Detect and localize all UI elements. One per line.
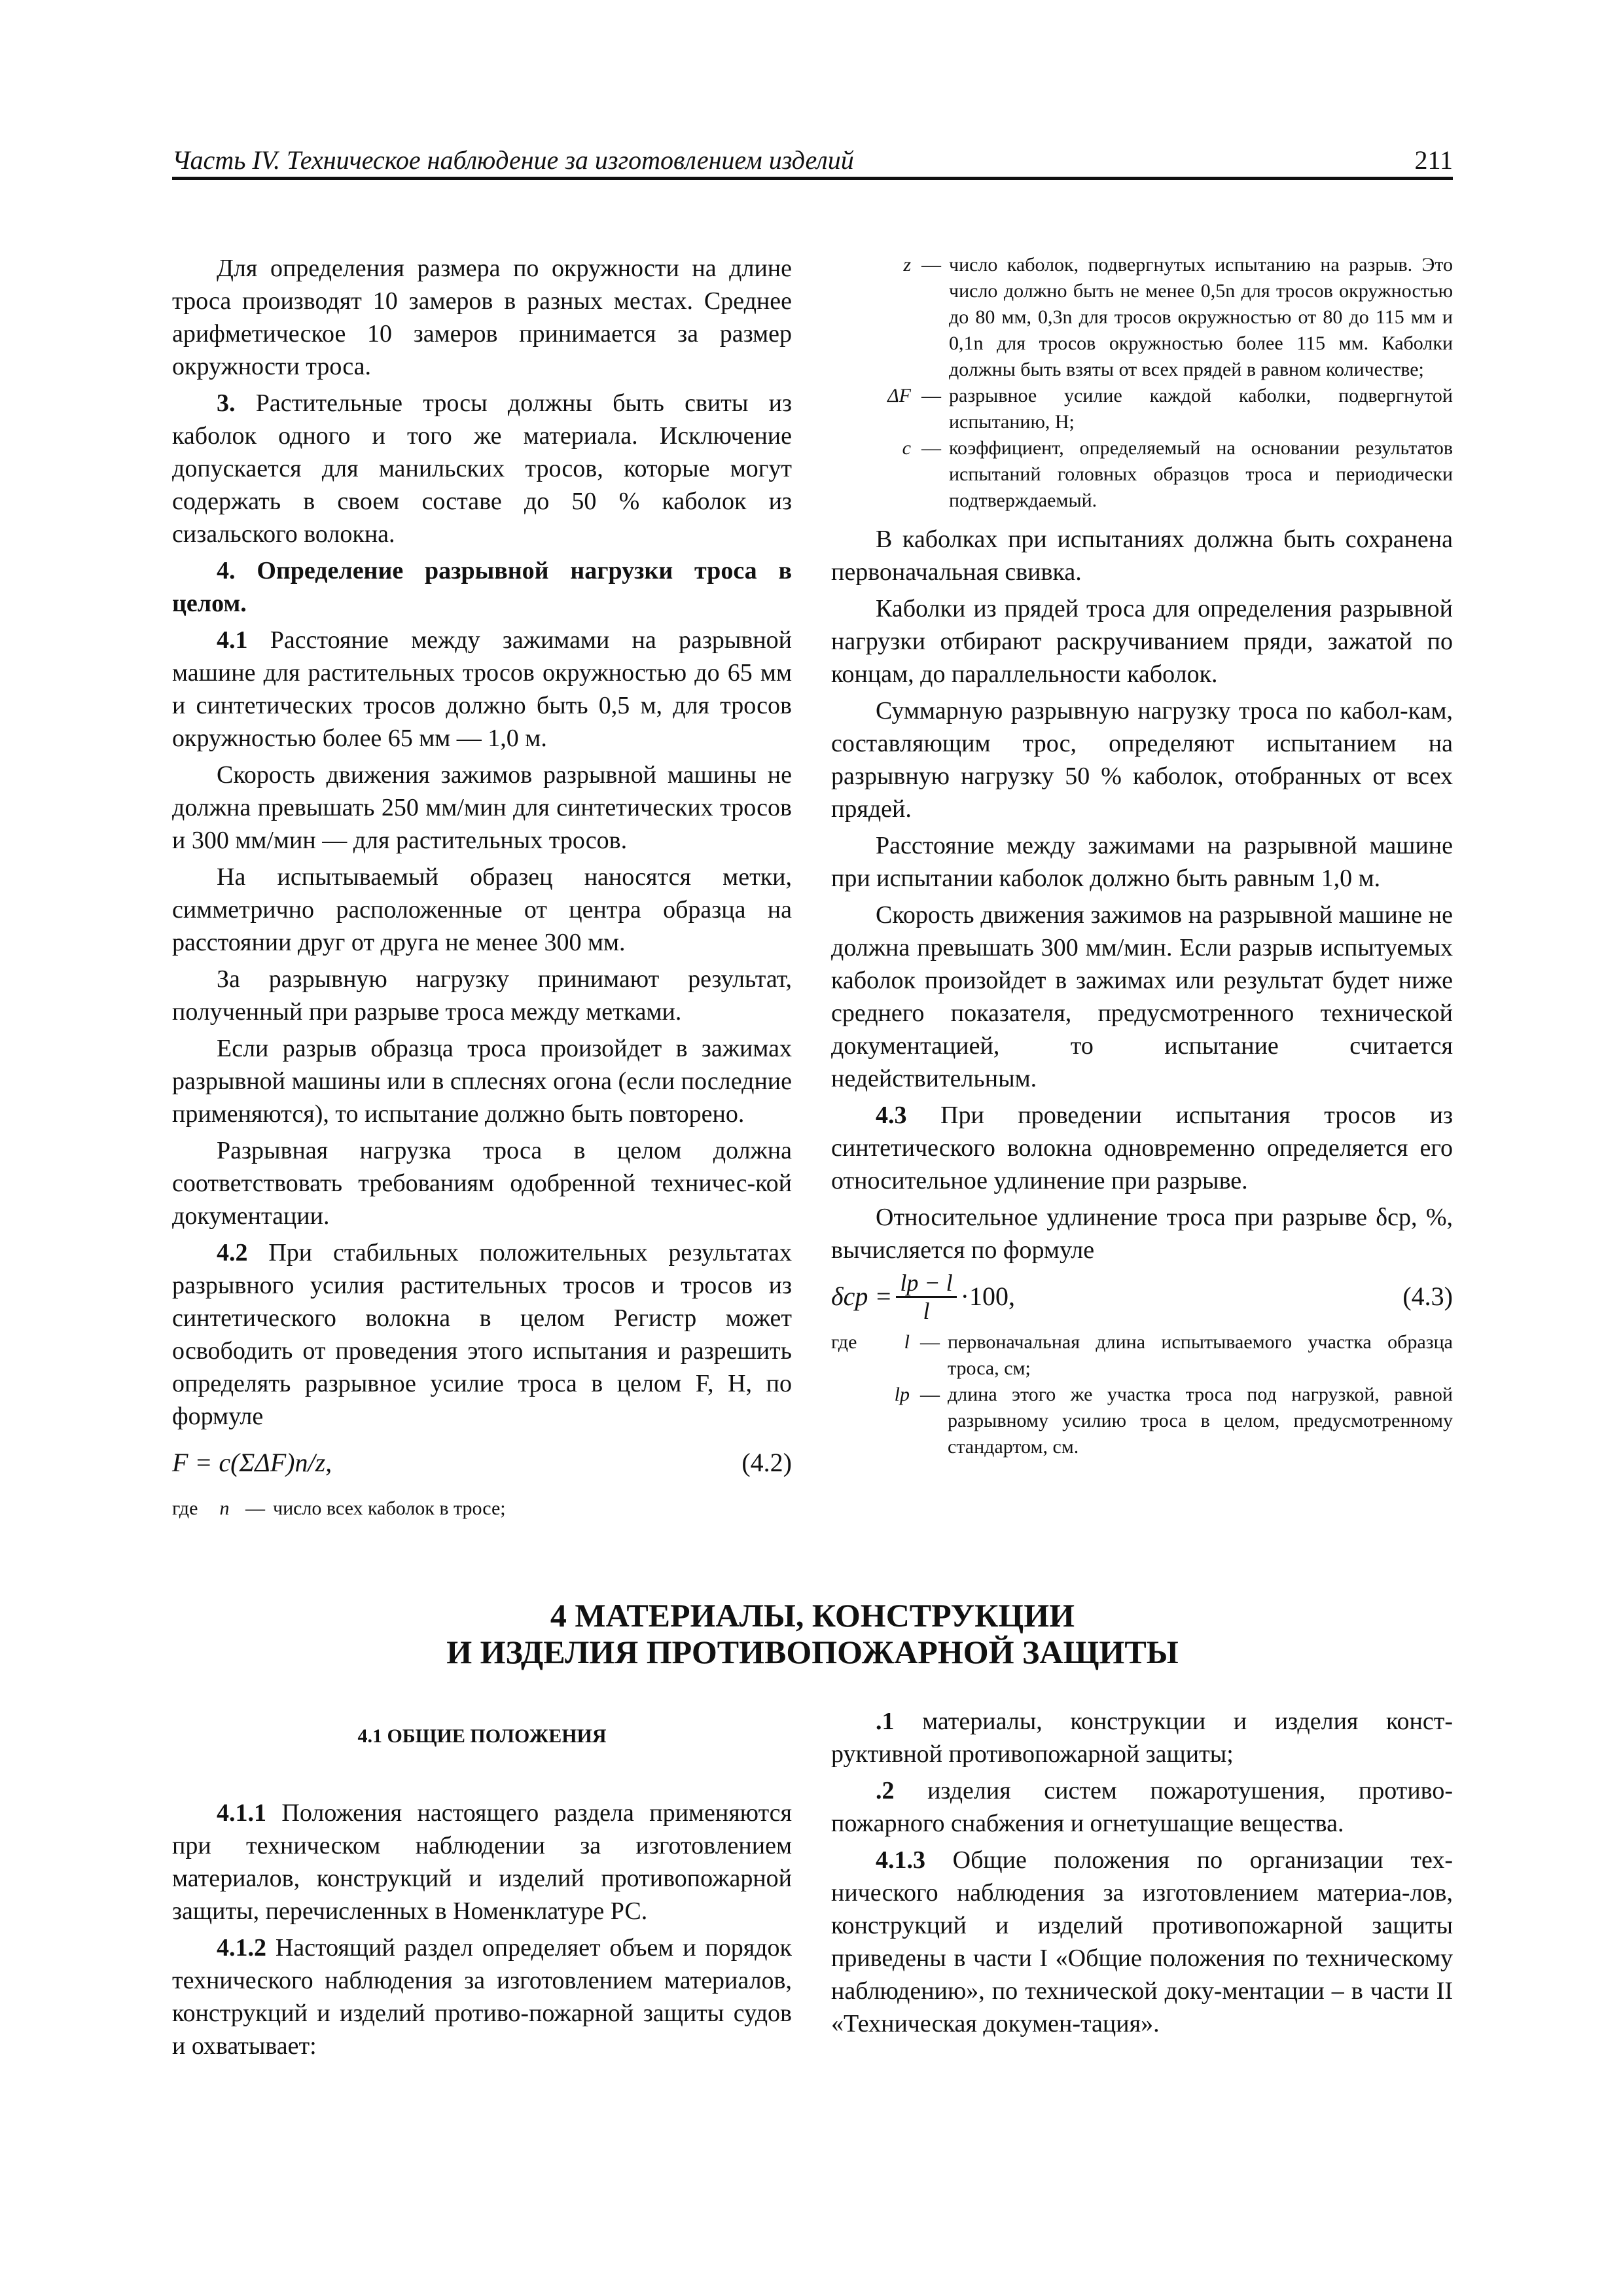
section-title-line: 4 МАТЕРИАЛЫ, КОНСТРУКЦИИ	[550, 1597, 1075, 1634]
definition-dash: —	[921, 254, 941, 276]
symbol-definition	[877, 1382, 1453, 1460]
formula-number: (4.2)	[741, 1448, 792, 1477]
fraction-numerator: lр − l	[896, 1270, 956, 1298]
paragraph	[831, 1844, 1453, 2040]
paragraph: Разрывная нагрузка троса в целом должна соответствовать требованиям одобренной техничес-кой документации.	[172, 1137, 792, 1230]
formula-4-2	[172, 1437, 792, 1489]
formula-lhs: δср =	[831, 1282, 893, 1311]
where-symbol: n	[219, 1498, 230, 1519]
paragraph: Скорость движения зажимов на разрывной машине не должна превышать 300 мм/мин. Если разрыв испытуемых каболок произойдет в зажимах или результат будет ниже среднего показателя, предусмотренного технической документацией, то испытание считается недействительным.	[831, 901, 1453, 1092]
paragraph	[172, 1931, 792, 2062]
definition-dash: —	[920, 1384, 940, 1405]
paragraph: Если разрыв образца троса произойдет в зажимах разрывной машины или в сплеснях огона (если последние применяются), то испытание должно быть повторено.	[172, 1035, 792, 1128]
left-column	[172, 252, 792, 1522]
formula-rhs: ·100,	[960, 1282, 1015, 1311]
definition-text: разрывное усилие каждой каболки, подвергнутой испытанию, Н;	[949, 385, 1453, 433]
paragraph: Для определения размера по окружности на длине троса производят 10 замеров в разных местах. Среднее арифметическое 10 замеров принимается за размер окружности троса.	[172, 255, 792, 380]
right-column-lower	[831, 1705, 1453, 2044]
paragraph	[172, 1797, 792, 1928]
definition-symbol: l	[904, 1331, 910, 1353]
paragraph-text: Общие положения по организации тех-нического наблюдения за изготовлением материа-лов, конструкций и изделий противопожарной защиты приведены в части I «Общие положения по техническому наблюдению», по технической доку-ментации – в части II «Техническая докумен-тация».	[831, 1846, 1453, 2037]
formula-4-3	[831, 1270, 1453, 1323]
definition-symbol: z	[903, 254, 911, 276]
subsection-title: 4.1 ОБЩИЕ ПОЛОЖЕНИЯ	[357, 1725, 607, 1747]
running-header	[172, 143, 1453, 180]
paragraph-text: Положения настоящего раздела применяются при техническом наблюдении за изготовлением материалов, конструкций и изделий противопожарной защиты, перечисленных в Номенклатуре РС.	[172, 1799, 792, 1925]
formula-fraction	[896, 1270, 956, 1324]
clause-number: 4.1.2	[217, 1934, 266, 1962]
definition-symbol: c	[902, 437, 911, 459]
clause-number: 4.1.1	[217, 1799, 266, 1827]
section-title-line: И ИЗДЕЛИЯ ПРОТИВОПОЖАРНОЙ ЗАЩИТЫ	[446, 1634, 1179, 1670]
list-number: .2	[876, 1777, 895, 1804]
clause-number: 4.1	[217, 626, 248, 654]
paragraph: Расстояние между зажимами на разрывной машине при испытании каболок должно быть равным 1,0 м.	[831, 832, 1453, 892]
formula-expression: F = c(ΣΔF)n/z,	[172, 1448, 332, 1477]
paragraph: Относительное удлинение троса при разрыве δср, %, вычисляется по формуле	[831, 1204, 1453, 1264]
formula-where-clause	[831, 1329, 1453, 1460]
clause-number: 4.1.3	[876, 1846, 925, 1874]
paragraph: За разрывную нагрузку принимают результат, полученный при разрыве троса между метками.	[172, 965, 792, 1026]
header-title: Часть IV. Техническое наблюдение за изготовлением изделий	[172, 145, 854, 175]
where-text: число всех каболок в тросе;	[273, 1498, 506, 1519]
paragraph	[831, 1099, 1453, 1197]
fraction-denominator: l	[923, 1297, 930, 1324]
list-item	[831, 1774, 1453, 1840]
paragraph	[172, 624, 792, 755]
symbol-definitions	[831, 252, 1453, 514]
symbol-definitions-2	[877, 1329, 1453, 1460]
paragraph: На испытываемый образец наносятся метки, симметрично расположенные от центра образца на расстоянии друг от друга не менее 300 мм.	[172, 863, 792, 956]
paragraph: Каболки из прядей троса для определения разрывной нагрузки отбирают раскручиванием пряди, зажатой по концам, до параллельности каболок.	[831, 595, 1453, 688]
paragraph-text: При проведении испытания тросов из синтетического волокна одновременно определяется его относительное удлинение при разрыве.	[831, 1102, 1453, 1194]
symbol-definition	[831, 435, 1453, 514]
definition-symbol: lр	[894, 1384, 910, 1405]
list-number: .1	[876, 1708, 895, 1735]
formula-where-clause	[172, 1496, 792, 1522]
paragraph: В каболках при испытаниях должна быть сохранена первоначальная свивка.	[831, 526, 1453, 586]
paragraph-text: Настоящий раздел определяет объем и порядок технического наблюдения за изготовлением материалов, конструкций и изделий противо-пожарной защиты судов и охватывает:	[172, 1934, 792, 2060]
clause-number: 3.	[217, 389, 236, 417]
paragraph: Суммарную разрывную нагрузку троса по кабол-кам, составляющим трос, определяют испытанием на разрывную нагрузку 50 % каболок, отобранных от всех прядей.	[831, 697, 1453, 823]
definition-text: коэффициент, определяемый на основании результатов испытаний головных образцов троса и периодически подтверждаемый.	[949, 437, 1453, 511]
symbol-definition	[831, 252, 1453, 383]
list-item	[831, 1705, 1453, 1770]
clause-number: 4.3	[876, 1102, 907, 1129]
section-title	[172, 1597, 1453, 1670]
where-label: где	[172, 1498, 198, 1519]
formula-number: (4.3)	[1402, 1282, 1453, 1311]
where-label: где	[831, 1331, 857, 1353]
clause-heading: 4. Определение разрывной нагрузки троса в целом.	[172, 557, 792, 617]
definition-dash: —	[921, 385, 941, 406]
symbol-definition	[831, 383, 1453, 435]
paragraph-text: Расстояние между зажимами на разрывной машине для растительных тросов окружностью до 65 мм и синтетических тросов должно быть 0,5 м, для тросов окружностью более 65 мм — 1,0 м.	[172, 626, 792, 752]
list-text: материалы, конструкции и изделия конст-руктивной противопожарной защиты;	[831, 1708, 1453, 1768]
paragraph-text: При стабильных положительных результатах разрывного усилия растительных тросов и тросов из синтетического волокна в целом Регистр может освободить от проведения этого испытания и разрешить определять разрывное усилие троса в целом F, Н, по формуле	[172, 1239, 792, 1430]
definition-dash: —	[920, 1331, 940, 1353]
definition-text: число каболок, подвергнутых испытанию на разрыв. Это число должно быть не менее 0,5n для тросов окружностью до 80 мм, 0,3n для тросов окружностью от 80 до 115 мм и 0,1n для тросов окружностью более 115 мм. Каболки должны быть взяты от всех прядей в равном количестве;	[949, 254, 1453, 380]
page-number: 211	[1414, 145, 1453, 175]
symbol-definition	[877, 1329, 1453, 1382]
where-dash: —	[245, 1498, 265, 1519]
left-column-lower	[172, 1797, 792, 2066]
clause-number: 4.2	[217, 1239, 248, 1266]
paragraph-text: Растительные тросы должны быть свиты из каболок одного и того же материала. Исключение допускается для манильских тросов, которые могут содержать в своем составе до 50 % каболок из сизальского волокна.	[172, 389, 792, 548]
definition-dash: —	[921, 437, 941, 459]
paragraph: Скорость движения зажимов разрывной машины не должна превышать 250 мм/мин для синтетических тросов и 300 мм/мин — для растительных тросов.	[172, 761, 792, 854]
definition-symbol: ΔF	[887, 385, 911, 406]
definition-text: первоначальная длина испытываемого участка образца троса, см;	[948, 1331, 1453, 1379]
definition-text: длина этого же участка троса под нагрузкой, равной разрывному усилию троса в целом, предусмотренному стандартом, см.	[948, 1384, 1453, 1458]
paragraph	[172, 1236, 792, 1433]
right-column	[831, 252, 1453, 1460]
paragraph	[172, 387, 792, 550]
list-text: изделия систем пожаротушения, противо-пожарного снабжения и огнетушащие вещества.	[831, 1777, 1453, 1837]
